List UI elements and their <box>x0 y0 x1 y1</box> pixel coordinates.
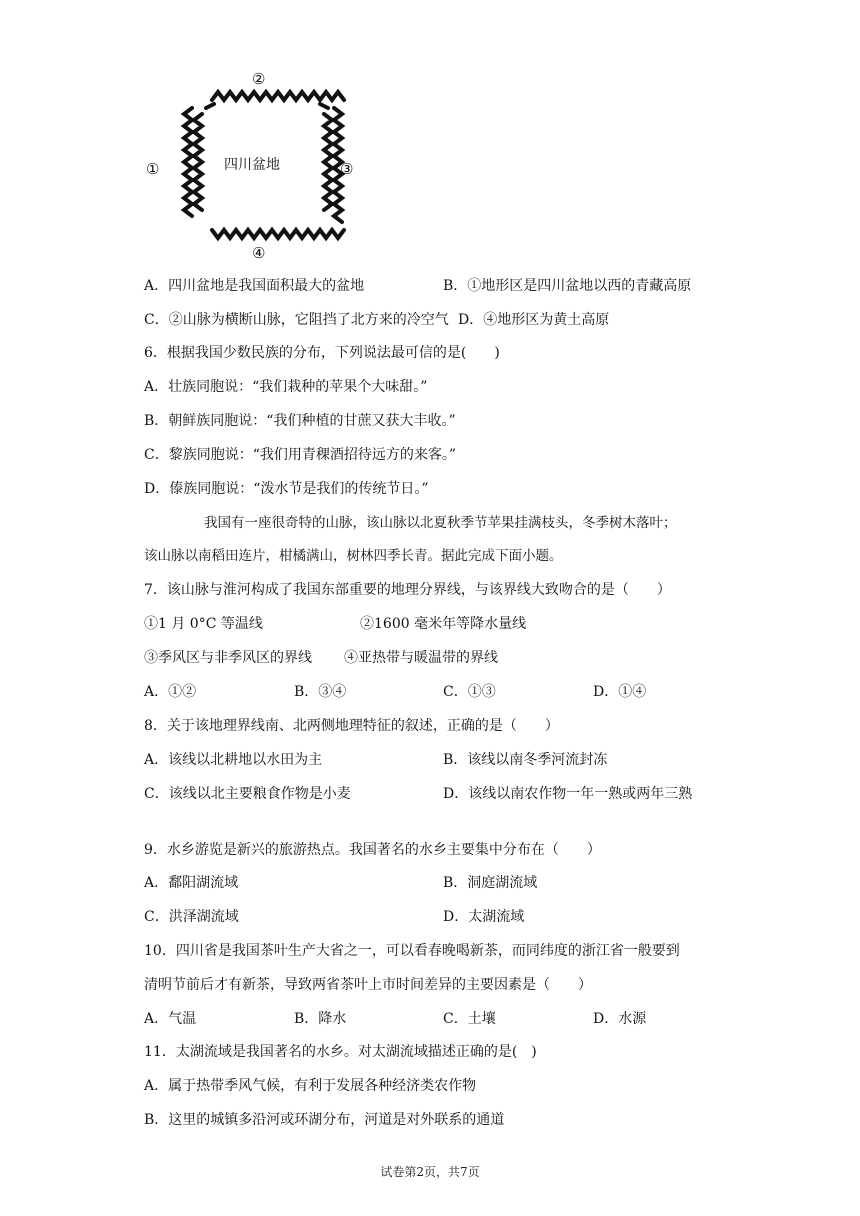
q10-option-a: A．气温 <box>144 1011 197 1027</box>
label-4: ④ <box>252 244 266 262</box>
label-1: ① <box>146 160 160 178</box>
q9-option-a: A．鄱阳湖流域 <box>144 875 239 891</box>
passage-line1: 我国有一座很奇特的山脉，该山脉以北夏秋季节苹果挂满枝头，冬季树木落叶； <box>204 515 677 531</box>
q7-stem: 7．该山脉与淮河构成了我国东部重要的地理分界线，与该界线大致吻合的是（ ） <box>144 582 671 598</box>
sichuan-basin-figure <box>140 68 370 268</box>
label-3: ③ <box>340 160 354 178</box>
q6-option-c: C．黎族同胞说：“我们用青稞酒招待远方的来客。” <box>144 447 457 463</box>
q6-option-d: D．傣族同胞说：“泼水节是我们的传统节日。” <box>144 481 429 497</box>
q7-option-b: B．③④ <box>294 684 347 700</box>
q11-option-b: B．这里的城镇多沿河或环湖分布，河道是对外联系的通道 <box>144 1112 505 1128</box>
page-footer: 试卷第2页，共7页 <box>380 1165 480 1179</box>
q6-option-b: B．朝鲜族同胞说：“我们种植的甘蔗又获大丰收。” <box>144 413 456 429</box>
q7-option-a: A．①② <box>144 684 197 700</box>
q5-option-b: B．①地形区是四川盆地以西的青藏高原 <box>443 278 692 294</box>
q10-option-b: B．降水 <box>294 1011 347 1027</box>
q7-option-d: D．①④ <box>593 684 647 700</box>
passage-line2: 该山脉以南稻田连片，柑橘满山，树林四季长青。据此完成下面小题。 <box>144 548 563 564</box>
q5-option-a: A．四川盆地是我国面积最大的盆地 <box>144 278 365 294</box>
q7-item-3: ③季风区与非季风区的界线 <box>144 650 312 666</box>
q5-option-d: D．④地形区为黄土高原 <box>458 312 610 328</box>
q8-option-c: C．该线以北主要粮食作物是小麦 <box>144 786 351 802</box>
q7-option-c: C．①③ <box>443 684 496 700</box>
q11-option-a: A．属于热带季风气候，有利于发展各种经济类农作物 <box>144 1078 477 1094</box>
q10-stem-line1: 10．四川省是我国茶叶生产大省之一，可以看春晚喝新茶，而同纬度的浙江省一般要到 <box>144 943 680 959</box>
q8-option-d: D．该线以南农作物一年一熟或两年三熟 <box>443 786 693 802</box>
q8-stem: 8．关于该地理界线南、北两侧地理特征的叙述，正确的是（ ） <box>144 718 559 734</box>
q9-option-c: C．洪泽湖流域 <box>144 909 239 925</box>
q7-item-1: ①1 月 0°C 等温线 <box>144 616 263 632</box>
q10-option-d: D．水源 <box>593 1011 647 1027</box>
q7-item-2: ②1600 毫米年等降水量线 <box>360 616 527 632</box>
q8-option-a: A．该线以北耕地以水田为主 <box>144 752 323 768</box>
q10-option-c: C．土壤 <box>443 1011 496 1027</box>
q5-option-c: C．②山脉为横断山脉，它阻挡了北方来的冷空气 <box>144 312 449 328</box>
q10-stem-line2: 清明节前后才有新茶，导致两省茶叶上市时间差异的主要因素是（ ） <box>144 977 592 993</box>
q6-stem: 6．根据我国少数民族的分布，下列说法最可信的是( ) <box>144 345 500 361</box>
q11-stem: 11．太湖流域是我国著名的水乡。对太湖流域描述正确的是( ) <box>144 1044 537 1060</box>
q9-option-d: D．太湖流域 <box>443 909 525 925</box>
q8-option-b: B．该线以南冬季河流封冻 <box>443 752 608 768</box>
q9-stem: 9．水乡游览是新兴的旅游热点。我国著名的水乡主要集中分布在（ ） <box>144 842 601 858</box>
q9-option-b: B．洞庭湖流域 <box>443 875 538 891</box>
basin-label: 四川盆地 <box>224 157 280 173</box>
q6-option-a: A．壮族同胞说：“我们栽种的苹果个大味甜。” <box>144 379 428 395</box>
label-2: ② <box>252 70 266 88</box>
q7-item-4: ④亚热带与暖温带的界线 <box>344 650 498 666</box>
